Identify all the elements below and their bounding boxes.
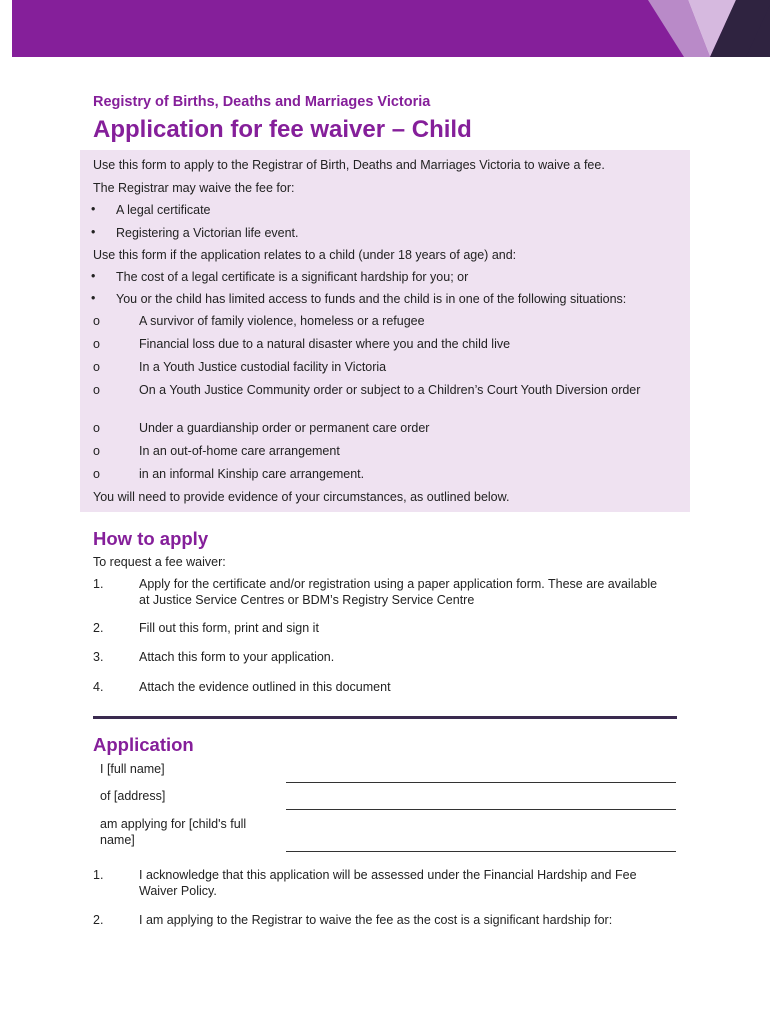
organisation-name: Registry of Births, Deaths and Marriages Victoria (93, 94, 431, 110)
bullet-icon: • (91, 202, 96, 216)
statement-number: 1. (93, 868, 104, 882)
list-item: A legal certificate (116, 203, 211, 217)
step-text: Apply for the certificate and/or registration using a paper application form. These are available at Justice Service Centres or BDM’s Registry Service Centre (139, 577, 658, 607)
list-item: In a Youth Justice custodial facility in Victoria (139, 360, 387, 374)
list-item: Under a guardianship order or permanent care order (139, 421, 430, 435)
bullet-icon: • (91, 269, 96, 283)
evidence-note: You will need to provide evidence of your circumstances, as outlined below. (93, 490, 510, 504)
child-name-label: am applying for [child's full name] (100, 817, 247, 847)
bullet-icon: • (91, 225, 96, 239)
list-item: In an out-of-home care arrangement (139, 444, 340, 458)
sub-bullet-marker: o (93, 383, 100, 397)
intro-line: The Registrar may waive the fee for: (93, 181, 295, 195)
intro-line: Use this form if the application relates to a child (under 18 years of age) and: (93, 248, 517, 262)
statement-text: I am applying to the Registrar to waive the fee as the cost is a significant hardship for: (139, 913, 613, 927)
application-heading: Application (93, 734, 194, 755)
address-label: of [address] (100, 789, 166, 803)
step-number: 1. (93, 577, 104, 591)
statement-number: 2. (93, 913, 104, 927)
sub-bullet-marker: o (93, 421, 100, 435)
step-number: 3. (93, 650, 104, 664)
intro-line: Use this form to apply to the Registrar of Birth, Deaths and Marriages Victoria to waive a fee. (93, 158, 605, 172)
how-to-apply-heading: How to apply (93, 528, 209, 549)
list-item: Registering a Victorian life event. (116, 226, 299, 240)
step-text: Fill out this form, print and sign it (139, 621, 319, 635)
how-to-apply-lead: To request a fee waiver: (93, 555, 226, 569)
step-text: Attach the evidence outlined in this document (139, 680, 391, 694)
full-name-label: I [full name] (100, 762, 165, 776)
section-divider (93, 716, 677, 719)
page-title: Application for fee waiver – Child (93, 116, 472, 143)
sub-bullet-marker: o (93, 360, 100, 374)
bullet-icon: • (91, 291, 96, 305)
statement-text: I acknowledge that this application will be assessed under the Financial Hardship and Fee Waiver Policy. (139, 868, 637, 898)
list-item: Financial loss due to a natural disaster where you and the child live (139, 337, 511, 351)
list-item: On a Youth Justice Community order or subject to a Children’s Court Youth Diversion order (139, 383, 641, 397)
child-name-field[interactable] (286, 851, 676, 852)
brand-chevron-logo (640, 0, 770, 57)
sub-bullet-marker: o (93, 444, 100, 458)
list-item: The cost of a legal certificate is a significant hardship for you; or (116, 270, 469, 284)
address-field[interactable] (286, 809, 676, 810)
sub-bullet-marker: o (93, 467, 100, 481)
list-item: A survivor of family violence, homeless or a refugee (139, 314, 425, 328)
step-text: Attach this form to your application. (139, 650, 335, 664)
step-number: 2. (93, 621, 104, 635)
header-banner (12, 0, 770, 57)
sub-bullet-marker: o (93, 314, 100, 328)
list-item: You or the child has limited access to funds and the child is in one of the following situations: (116, 292, 627, 306)
step-number: 4. (93, 680, 104, 694)
list-item: in an informal Kinship care arrangement. (139, 467, 365, 481)
sub-bullet-marker: o (93, 337, 100, 351)
full-name-field[interactable] (286, 782, 676, 783)
